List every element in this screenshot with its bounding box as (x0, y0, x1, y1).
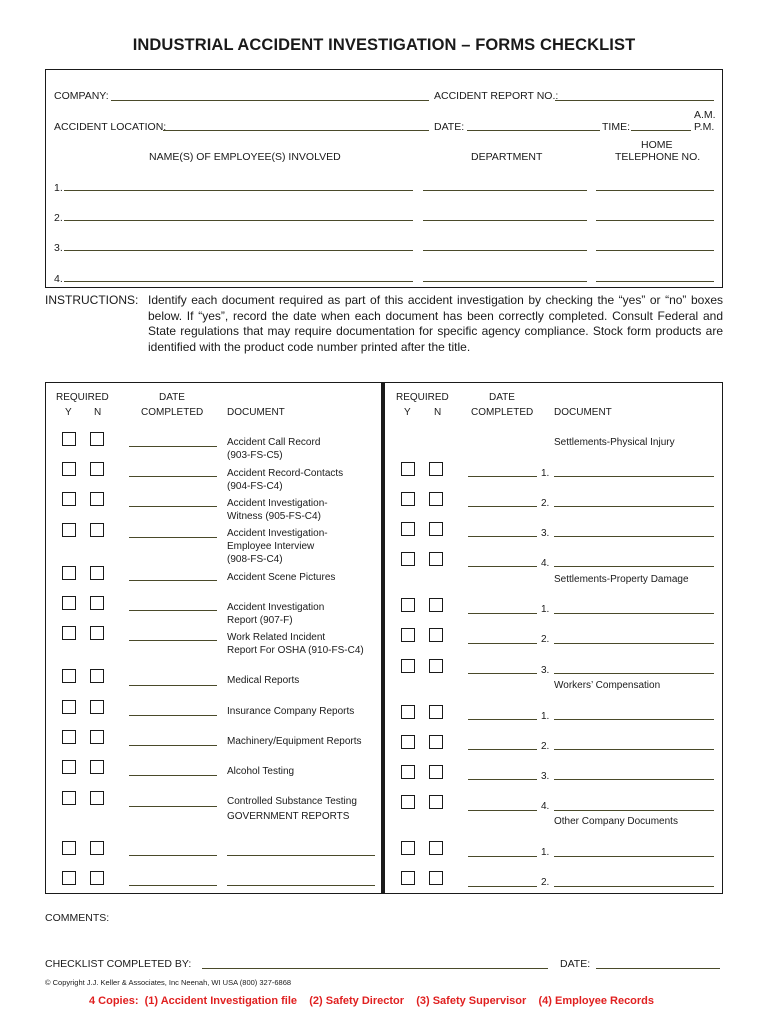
no-checkbox[interactable] (429, 552, 443, 566)
yes-checkbox[interactable] (62, 432, 76, 446)
document-name: Work Related Incident (227, 632, 326, 643)
yes-checkbox[interactable] (401, 841, 415, 855)
section-title-other-documents: Other Company Documents (554, 816, 678, 827)
yes-checkbox[interactable] (62, 669, 76, 683)
document-field[interactable] (554, 506, 714, 507)
date-completed-field[interactable] (468, 749, 537, 750)
report-no-label: ACCIDENT REPORT NO.: (434, 90, 559, 102)
no-checkbox[interactable] (90, 462, 104, 476)
date-completed-field[interactable] (468, 613, 537, 614)
item-number: 2. (541, 498, 550, 509)
document-field[interactable] (554, 719, 714, 720)
date-completed-field[interactable] (468, 856, 537, 857)
date-completed-field[interactable] (468, 566, 537, 567)
document-name: Accident Scene Pictures (227, 572, 336, 583)
yes-checkbox[interactable] (62, 626, 76, 640)
employee-department-field[interactable] (423, 220, 587, 221)
telephone-header: TELEPHONE NO. (615, 151, 701, 163)
yes-checkbox[interactable] (401, 598, 415, 612)
document-name: Alcohol Testing (227, 766, 295, 777)
no-checkbox[interactable] (90, 432, 104, 446)
location-label: ACCIDENT LOCATION: (54, 121, 167, 133)
no-header: N (94, 407, 102, 418)
date-completed-field[interactable] (129, 806, 217, 807)
no-checkbox[interactable] (429, 659, 443, 673)
date-completed-field[interactable] (129, 537, 217, 538)
yes-checkbox[interactable] (401, 705, 415, 719)
employee-name-field[interactable] (64, 250, 413, 251)
no-checkbox[interactable] (429, 462, 443, 476)
employee-department-field[interactable] (423, 250, 587, 251)
completed-by-label: CHECKLIST COMPLETED BY: (45, 958, 192, 970)
date-completed-field[interactable] (129, 506, 217, 507)
date-completed-field[interactable] (129, 715, 217, 716)
yes-checkbox[interactable] (62, 760, 76, 774)
no-checkbox[interactable] (429, 735, 443, 749)
yes-checkbox[interactable] (401, 552, 415, 566)
header-box (45, 69, 723, 288)
date-completed-field[interactable] (129, 610, 217, 611)
yes-checkbox[interactable] (62, 492, 76, 506)
yes-header: Y (65, 407, 72, 418)
yes-checkbox[interactable] (62, 730, 76, 744)
no-checkbox[interactable] (90, 596, 104, 610)
time-label: TIME: (602, 121, 630, 133)
home-header: HOME (641, 139, 673, 151)
no-checkbox[interactable] (429, 705, 443, 719)
employee-name-field[interactable] (64, 281, 413, 282)
yes-checkbox[interactable] (401, 462, 415, 476)
employee-row-number: 1. (54, 182, 63, 194)
item-number: 1. (541, 604, 550, 615)
date-completed-field[interactable] (468, 673, 537, 674)
required-header: REQUIRED (56, 392, 109, 403)
item-number: 2. (541, 634, 550, 645)
document-code: Report For OSHA (910-FS-C4) (227, 645, 364, 656)
date-completed-field[interactable] (129, 476, 217, 477)
employee-phone-field[interactable] (596, 190, 714, 191)
date-completed-field[interactable] (468, 719, 537, 720)
employee-department-field[interactable] (423, 281, 587, 282)
employee-name-field[interactable] (64, 220, 413, 221)
date-completed-field[interactable] (468, 506, 537, 507)
document-name: Machinery/Equipment Reports (227, 736, 362, 747)
date-completed-field[interactable] (129, 855, 217, 856)
document-name-line2: Employee Interview (227, 541, 315, 552)
instructions-text: Identify each document required as part of this accident investigation by checking the “yes” or “no” boxes below. If “yes”, record the date when each document has been correctly completed. Consult Federal and State regulations that may require documentation for specific agency compliance. Stock form products are identified with the product code number printed after the title. (148, 293, 723, 354)
yes-header: Y (404, 407, 411, 418)
item-number: 2. (541, 741, 550, 752)
yes-checkbox[interactable] (401, 795, 415, 809)
company-label: COMPANY: (54, 90, 109, 102)
company-field[interactable] (111, 100, 429, 101)
employee-row-number: 3. (54, 242, 63, 254)
document-field[interactable] (554, 673, 714, 674)
required-header: REQUIRED (396, 392, 449, 403)
footer-date-label: DATE: (560, 958, 591, 970)
completed-by-field[interactable] (202, 968, 548, 969)
date-completed-field[interactable] (468, 810, 537, 811)
document-header: DOCUMENT (227, 407, 285, 418)
yes-checkbox[interactable] (401, 522, 415, 536)
date-completed-field[interactable] (129, 640, 217, 641)
government-report-field[interactable] (227, 855, 375, 856)
date-completed-field[interactable] (468, 643, 537, 644)
document-code: Report (907-F) (227, 615, 293, 626)
document-name: Accident Investigation (227, 602, 325, 613)
document-code: (904-FS-C4) (227, 481, 283, 492)
document-field[interactable] (554, 779, 714, 780)
section-title-physical-injury: Settlements-Physical Injury (554, 437, 675, 448)
date-completed-field[interactable] (129, 885, 217, 886)
yes-checkbox[interactable] (62, 791, 76, 805)
government-reports-heading: GOVERNMENT REPORTS (227, 811, 350, 822)
item-number: 4. (541, 801, 550, 812)
document-field[interactable] (554, 886, 714, 887)
yes-checkbox[interactable] (62, 700, 76, 714)
date-completed-field[interactable] (129, 775, 217, 776)
item-number: 1. (541, 468, 550, 479)
no-checkbox[interactable] (429, 871, 443, 885)
date-label: DATE: (434, 121, 465, 133)
item-number: 3. (541, 771, 550, 782)
location-field[interactable] (163, 130, 429, 131)
no-checkbox[interactable] (429, 598, 443, 612)
date-header: DATE (159, 392, 185, 403)
document-field[interactable] (554, 566, 714, 567)
completed-header: COMPLETED (471, 407, 534, 418)
completed-header: COMPLETED (141, 407, 204, 418)
date-completed-field[interactable] (129, 745, 217, 746)
comments-label: COMMENTS: (45, 912, 110, 924)
copies-distribution: 4 Copies: (1) Accident Investigation file (2) Safety Director (3) Safety Supervisor (4) Employee Records (89, 995, 655, 1007)
employee-department-field[interactable] (423, 190, 587, 191)
yes-checkbox[interactable] (401, 765, 415, 779)
employee-phone-field[interactable] (596, 250, 714, 251)
no-header: N (434, 407, 442, 418)
no-checkbox[interactable] (429, 522, 443, 536)
item-number: 1. (541, 847, 550, 858)
footer-date-field[interactable] (596, 968, 720, 969)
no-checkbox[interactable] (90, 523, 104, 537)
instructions-label: INSTRUCTIONS: (45, 293, 139, 307)
no-checkbox[interactable] (90, 626, 104, 640)
no-checkbox[interactable] (90, 871, 104, 885)
no-checkbox[interactable] (90, 700, 104, 714)
date-completed-field[interactable] (468, 779, 537, 780)
am-label: A.M. (694, 109, 716, 121)
document-field[interactable] (554, 749, 714, 750)
yes-checkbox[interactable] (401, 735, 415, 749)
item-number: 2. (541, 877, 550, 888)
item-number: 3. (541, 528, 550, 539)
no-checkbox[interactable] (429, 492, 443, 506)
document-name: Accident Investigation- (227, 528, 328, 539)
date-header: DATE (489, 392, 515, 403)
document-field[interactable] (554, 476, 714, 477)
copyright-notice: © Copyright J.J. Keller & Associates, Inc Neenah, WI USA (800) 327-6868 (45, 978, 292, 987)
document-field[interactable] (554, 613, 714, 614)
department-header: DEPARTMENT (471, 151, 543, 163)
item-number: 3. (541, 665, 550, 676)
employee-phone-field[interactable] (596, 220, 714, 221)
document-header: DOCUMENT (554, 407, 612, 418)
no-checkbox[interactable] (90, 566, 104, 580)
no-checkbox[interactable] (90, 730, 104, 744)
date-completed-field[interactable] (129, 685, 217, 686)
document-name: Medical Reports (227, 675, 300, 686)
document-code: Witness (905-FS-C4) (227, 511, 321, 522)
yes-checkbox[interactable] (401, 871, 415, 885)
yes-checkbox[interactable] (62, 523, 76, 537)
item-number: 4. (541, 558, 550, 569)
date-completed-field[interactable] (129, 446, 217, 447)
no-checkbox[interactable] (90, 760, 104, 774)
date-completed-field[interactable] (468, 476, 537, 477)
document-field[interactable] (554, 643, 714, 644)
government-report-field[interactable] (227, 885, 375, 886)
document-code: (908-FS-C4) (227, 554, 283, 565)
yes-checkbox[interactable] (401, 492, 415, 506)
yes-checkbox[interactable] (62, 871, 76, 885)
document-name: Controlled Substance Testing (227, 796, 357, 807)
yes-checkbox[interactable] (62, 566, 76, 580)
date-field[interactable] (467, 130, 600, 131)
date-completed-field[interactable] (129, 580, 217, 581)
no-checkbox[interactable] (429, 841, 443, 855)
date-completed-field[interactable] (468, 536, 537, 537)
date-completed-field[interactable] (468, 886, 537, 887)
no-checkbox[interactable] (90, 492, 104, 506)
yes-checkbox[interactable] (62, 462, 76, 476)
column-divider (381, 382, 385, 894)
document-name: Insurance Company Reports (227, 706, 355, 717)
yes-checkbox[interactable] (401, 659, 415, 673)
document-field[interactable] (554, 536, 714, 537)
employee-name-field[interactable] (64, 190, 413, 191)
time-field[interactable] (631, 130, 691, 131)
yes-checkbox[interactable] (62, 841, 76, 855)
yes-checkbox[interactable] (62, 596, 76, 610)
section-title-property-damage: Settlements-Property Damage (554, 574, 689, 585)
no-checkbox[interactable] (429, 628, 443, 642)
employees-header: NAME(S) OF EMPLOYEE(S) INVOLVED (149, 151, 341, 163)
employee-row-number: 2. (54, 212, 63, 224)
document-name: Accident Call Record (227, 437, 321, 448)
document-name: Accident Record-Contacts (227, 468, 344, 479)
page-title: INDUSTRIAL ACCIDENT INVESTIGATION – FORMS CHECKLIST (132, 36, 636, 54)
section-title-workers-compensation: Workers’ Compensation (554, 680, 661, 691)
pm-label: P.M. (694, 121, 715, 133)
no-checkbox[interactable] (429, 765, 443, 779)
document-field[interactable] (554, 810, 714, 811)
document-name: Accident Investigation- (227, 498, 328, 509)
document-field[interactable] (554, 856, 714, 857)
item-number: 1. (541, 711, 550, 722)
employee-phone-field[interactable] (596, 281, 714, 282)
no-checkbox[interactable] (429, 795, 443, 809)
yes-checkbox[interactable] (401, 628, 415, 642)
no-checkbox[interactable] (90, 841, 104, 855)
no-checkbox[interactable] (90, 669, 104, 683)
document-code: (903-FS-C5) (227, 450, 283, 461)
no-checkbox[interactable] (90, 791, 104, 805)
employee-row-number: 4. (54, 273, 63, 285)
report-no-field[interactable] (555, 100, 714, 101)
